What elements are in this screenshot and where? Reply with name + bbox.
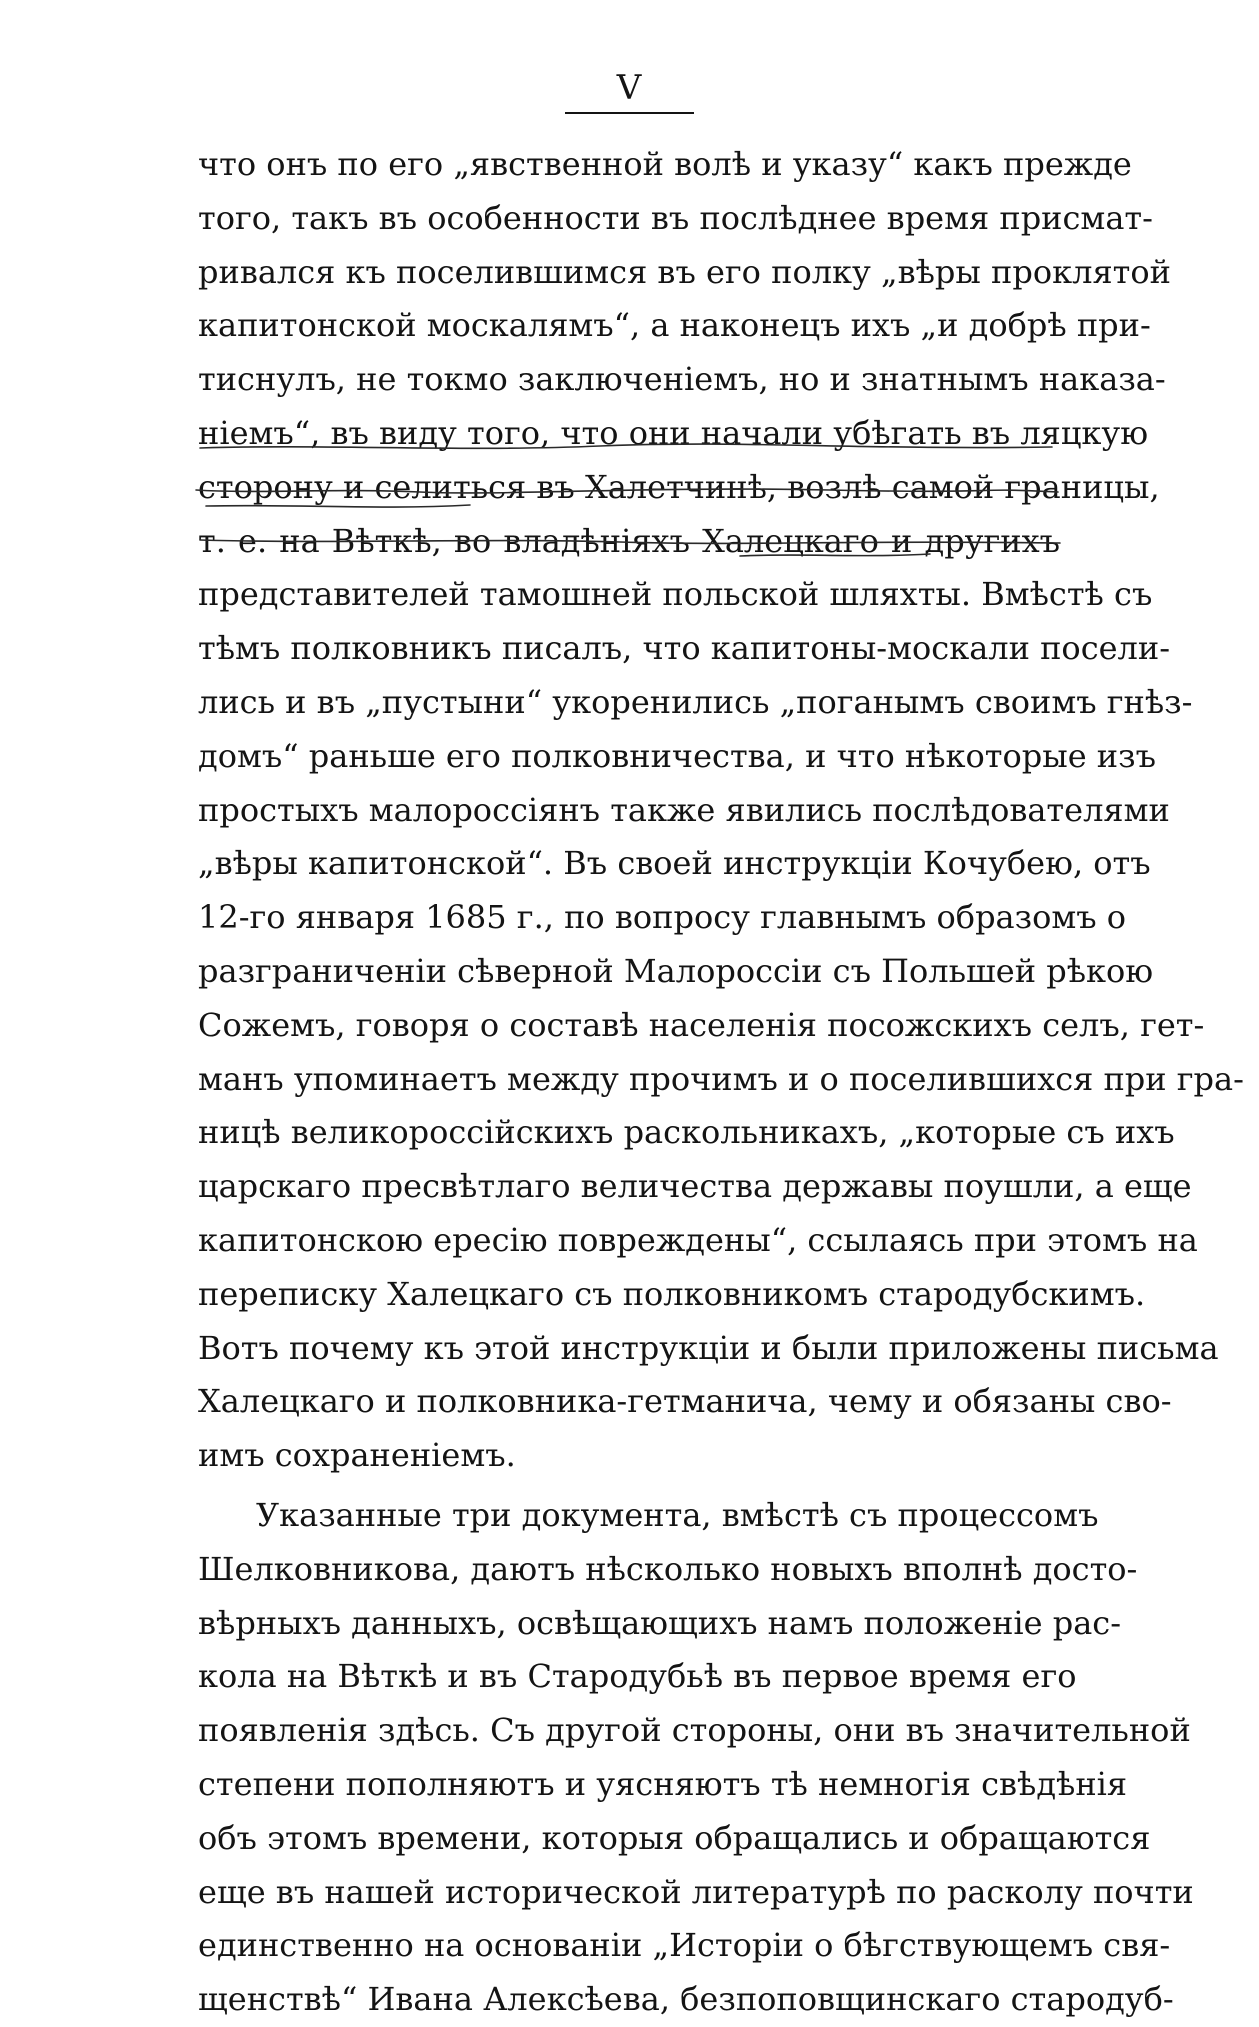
text-line: „вѣры капитонской“. Въ своей инструкцiи Кочубею, отъ bbox=[198, 844, 1151, 883]
text-line: появленiя здѣсь. Съ другой стороны, они въ значительной bbox=[198, 1711, 1191, 1750]
text-line: т. е. на Вѣткѣ, во владѣнiяхъ Халецкаго и другихъ bbox=[198, 521, 1060, 560]
text-line: капитонскою ересiю повреждены“, ссылаясь при этомъ на bbox=[198, 1220, 1198, 1259]
text-line: сторону и селиться въ Халетчинѣ, возлѣ самой границы, bbox=[198, 467, 1160, 506]
text-line: 12-го января 1685 г., по вопросу главнымъ образомъ о bbox=[198, 898, 1127, 937]
text-line: вѣрныхъ данныхъ, освѣщающихъ намъ положенiе рас- bbox=[198, 1603, 1122, 1642]
text-line: ривался къ поселившимся въ его полку „вѣры проклятой bbox=[198, 252, 1171, 291]
text-line: ницѣ великороссiйскихъ раскольникахъ, „которые съ ихъ bbox=[198, 1113, 1175, 1152]
text-line: Указанные три документа, вмѣстѣ съ процессомъ bbox=[256, 1495, 1099, 1534]
text-line: капитонской москалямъ“, а наконецъ ихъ „и добрѣ при- bbox=[198, 306, 1151, 345]
text-line: Халецкаго и полковника-гетманича, чему и обязаны сво- bbox=[198, 1382, 1172, 1421]
text-line: разграниченiи сѣверной Малороссiи съ Польшей рѣкою bbox=[198, 951, 1154, 990]
text-line: еще въ нашей исторической литературѣ по расколу почти bbox=[198, 1872, 1194, 1911]
text-line: единственно на основанiи „Исторiи о бѣгствующемъ свя- bbox=[198, 1926, 1171, 1965]
text-line: степени пополняютъ и уясняютъ тѣ немногiя свѣдѣнiя bbox=[198, 1764, 1128, 1803]
text-line: лись и въ „пустыни“ укоренились „поганымъ своимъ гнѣз- bbox=[198, 682, 1193, 721]
text-line: Сожемъ, говоря о составѣ населенiя посожскихъ селъ, гет- bbox=[198, 1005, 1205, 1044]
body-text bbox=[198, 138, 1244, 2027]
text-line: царскаго пресвѣтлаго величества державы поушли, а еще bbox=[198, 1167, 1192, 1206]
text-line: объ этомъ времени, которыя обращались и обращаются bbox=[198, 1818, 1151, 1857]
text-line: домъ“ раньше его полковничества, и что нѣкоторые изъ bbox=[198, 736, 1156, 775]
text-line: щенствѣ“ Ивана Алексѣева, безпоповщинскаго стародуб- bbox=[198, 1980, 1174, 2019]
text-line: тиснулъ, не токмо заключенiемъ, но и знатнымъ наказа- bbox=[198, 360, 1166, 399]
text-line: нiемъ“, въ виду того, что они начали убѣгать въ ляцкую bbox=[198, 413, 1149, 452]
text-line: имъ сохраненiемъ. bbox=[198, 1436, 516, 1475]
text-line: тѣмъ полковникъ писалъ, что капитоны-москали посели- bbox=[198, 629, 1171, 668]
page-number bbox=[0, 68, 1259, 114]
text-line: Шелковникова, даютъ нѣсколько новыхъ вполнѣ досто- bbox=[198, 1549, 1138, 1588]
text-line: Вотъ почему къ этой инструкцiи и были приложены письма bbox=[198, 1328, 1219, 1367]
page-number-label: V bbox=[565, 68, 695, 114]
text-line: того, такъ въ особенности въ послѣднее время присмат- bbox=[198, 198, 1153, 237]
text-line: простыхъ малороссiянъ также явились послѣдователями bbox=[198, 790, 1170, 829]
text-line: кола на Вѣткѣ и въ Стародубьѣ въ первое время его bbox=[198, 1657, 1077, 1696]
text-line: манъ упоминаетъ между прочимъ и о поселившихся при гра- bbox=[198, 1059, 1244, 1098]
text-line: что онъ по его „явственной волѣ и указу“ какъ прежде bbox=[198, 145, 1132, 183]
text-line: переписку Халецкаго съ полковникомъ стародубскимъ. bbox=[198, 1274, 1146, 1313]
text-line: представителей тамошней польской шляхты. Вмѣстѣ съ bbox=[198, 575, 1153, 614]
